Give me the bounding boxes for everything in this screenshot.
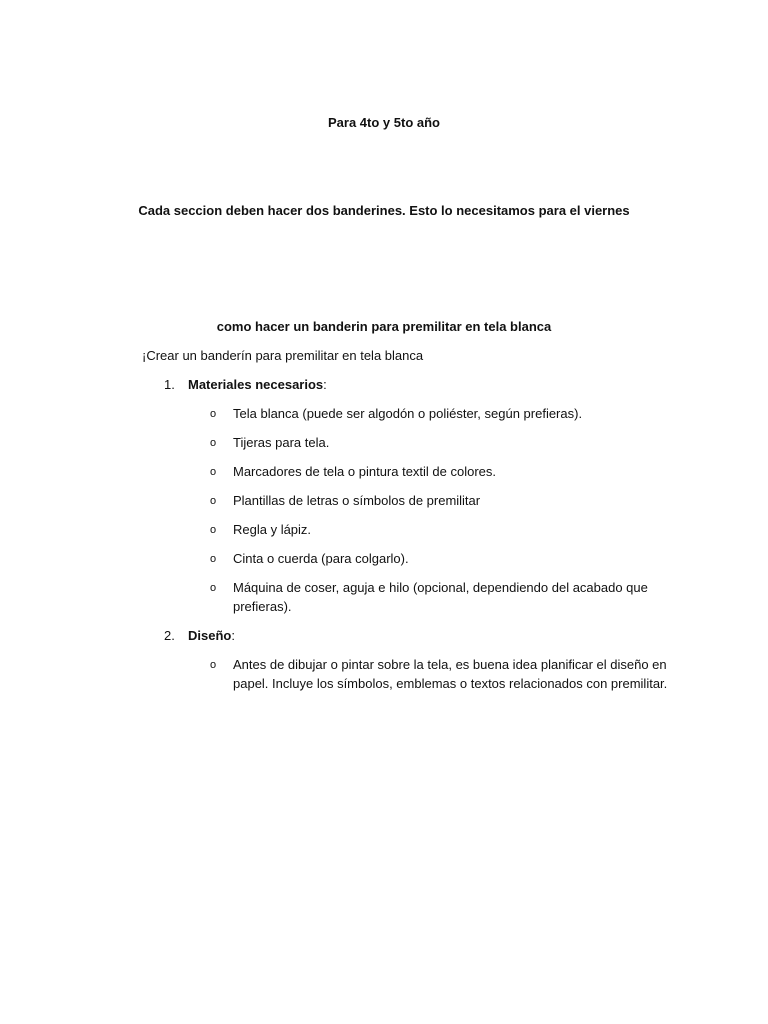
list-item: Regla y lápiz. xyxy=(233,522,312,537)
list-item: Tijeras para tela. xyxy=(233,435,330,450)
list-number-1: 1. xyxy=(164,377,175,392)
list-item: Cinta o cuerda (para colgarlo). xyxy=(233,551,409,566)
list-item-suffix: : xyxy=(323,377,327,392)
list-number-2: 2. xyxy=(164,628,175,643)
list-item-suffix: : xyxy=(231,628,235,643)
bullet-icon: o xyxy=(210,659,217,671)
bullet-icon: o xyxy=(210,495,217,507)
section-heading: como hacer un banderin para premilitar en tela blanca xyxy=(216,319,552,334)
list-item-diseno xyxy=(188,626,235,645)
bullet-icon: o xyxy=(210,553,217,565)
bullet-icon: o xyxy=(210,437,217,449)
list-item: Marcadores de tela o pintura textil de colores. xyxy=(233,464,497,479)
document-subtitle: Cada seccion deben hacer dos banderines. Esto lo necesitamos para el viernes xyxy=(138,203,630,218)
document-title: Para 4to y 5to año xyxy=(328,115,440,130)
list-item-label: Diseño xyxy=(188,628,232,643)
list-item: Tela blanca (puede ser algodón o poliéster, según prefieras). xyxy=(233,406,583,421)
bullet-icon: o xyxy=(210,582,217,594)
list-item: Máquina de coser, aguja e hilo (opcional, dependiendo del acabado que prefieras). xyxy=(233,580,648,614)
list-item-label: Materiales necesarios xyxy=(188,377,324,392)
bullet-icon: o xyxy=(210,408,217,420)
bullet-icon: o xyxy=(210,524,217,536)
intro-paragraph: ¡Crear un banderín para premilitar en tela blanca xyxy=(142,348,424,363)
bullet-icon: o xyxy=(210,466,217,478)
list-item-materiales xyxy=(188,375,327,394)
list-item: Plantillas de letras o símbolos de premilitar xyxy=(233,493,481,508)
list-item: Antes de dibujar o pintar sobre la tela, es buena idea planificar el diseño en papel. Incluye los símbolos, emblemas o textos relacionados con premilitar. xyxy=(233,657,668,691)
